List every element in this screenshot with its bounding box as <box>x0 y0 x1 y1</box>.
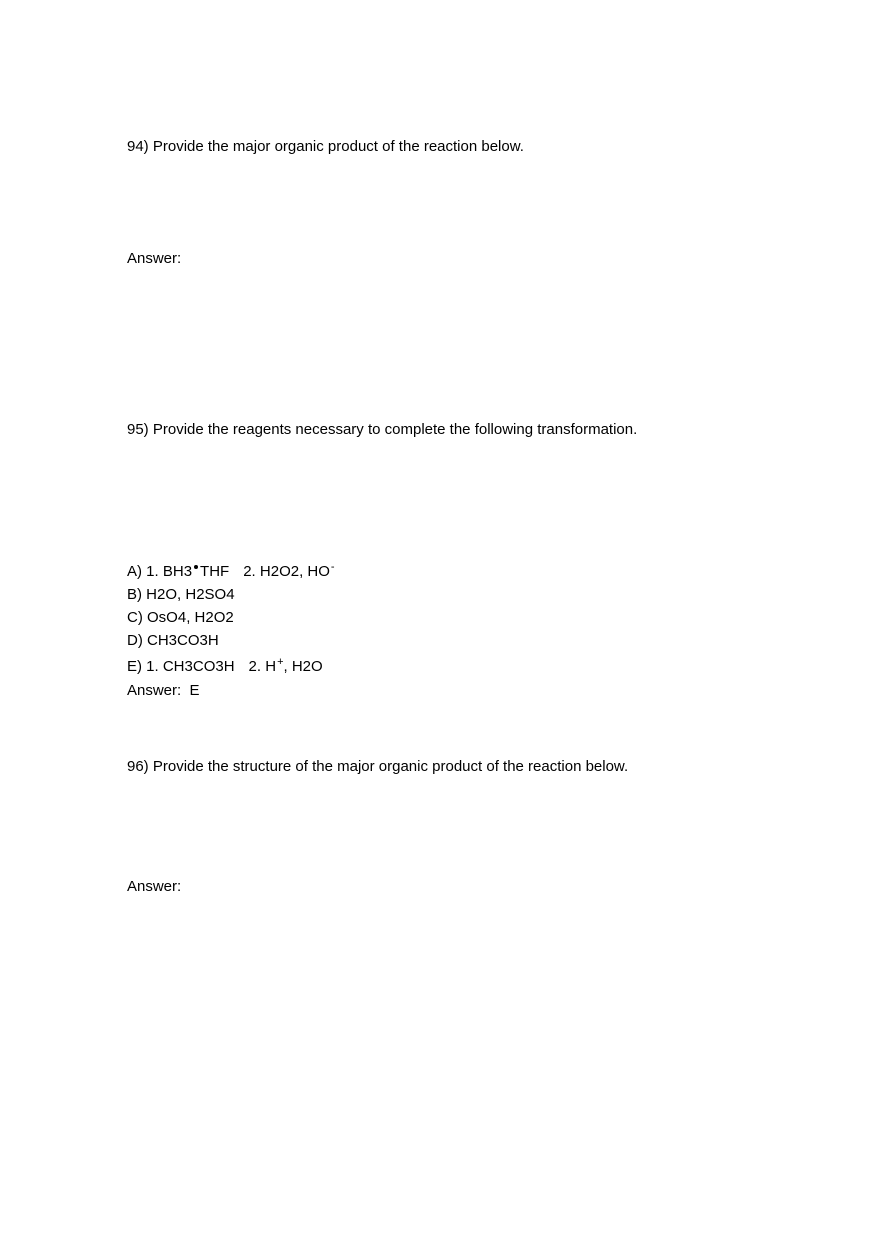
option-b-p2: O, H <box>165 586 197 603</box>
option-e-s1: 3 <box>184 658 193 675</box>
option-a-sub1: 3 <box>183 563 193 580</box>
answer-label-94: Answer: <box>127 250 182 267</box>
option-a-sup: - <box>330 561 335 573</box>
option-b-p1: B) H <box>127 586 157 603</box>
option-c <box>127 608 234 628</box>
option-a-o: O <box>279 563 291 580</box>
option-e <box>127 657 323 678</box>
option-a-sub2: 2 <box>270 563 280 580</box>
option-e-sup: + <box>277 656 284 668</box>
option-d-p2: CO <box>177 632 200 649</box>
option-c-p3: O <box>213 609 226 626</box>
option-d-p1: D) CH <box>127 632 169 649</box>
answer-label-96: Answer: <box>127 878 182 895</box>
option-a <box>127 562 335 583</box>
bullet-dot-icon <box>194 565 198 569</box>
option-d-p3: H <box>207 632 219 649</box>
answer-label-95: Answer: <box>127 682 182 699</box>
option-e-s2: 3 <box>215 658 224 675</box>
option-c-s2: 2 <box>205 609 214 626</box>
option-d <box>127 631 219 651</box>
option-a-step2: 2. H <box>243 563 271 580</box>
option-b-s2: 2 <box>196 586 205 603</box>
answer-value-95: E <box>189 682 200 699</box>
question-95: 95) Provide the reagents necessary to complete the following transformation. <box>127 421 638 438</box>
option-d-s2: 3 <box>199 632 208 649</box>
answer-95 <box>127 681 200 701</box>
option-b <box>127 585 235 605</box>
option-e-p5: O <box>311 658 323 675</box>
option-e-p3: H <box>223 658 235 675</box>
option-c-p2: , H <box>186 609 206 626</box>
option-e-p4: , H <box>283 658 303 675</box>
option-b-s3: 4 <box>226 586 235 603</box>
question-94: 94) Provide the major organic product of the reaction below. <box>127 138 524 155</box>
option-a-prefix: A) 1. BH <box>127 563 184 580</box>
option-a-after-dot: THF <box>200 563 230 580</box>
option-b-p3: SO <box>204 586 227 603</box>
option-c-s3: 2 <box>225 609 234 626</box>
option-a-sub3: 2 <box>290 563 300 580</box>
option-e-step2: 2. H <box>248 658 277 675</box>
option-b-s1: 2 <box>157 586 166 603</box>
option-e-p2: CO <box>192 658 216 675</box>
option-a-tail: , HO <box>299 563 330 580</box>
option-c-s1: 4 <box>177 609 187 626</box>
option-d-s1: 3 <box>168 632 178 649</box>
option-e-p1: E) 1. CH <box>127 658 185 675</box>
option-e-s4: 2 <box>302 658 312 675</box>
question-96: 96) Provide the structure of the major organic product of the reaction below. <box>127 758 629 775</box>
option-c-p1: C) OsO <box>127 609 178 626</box>
